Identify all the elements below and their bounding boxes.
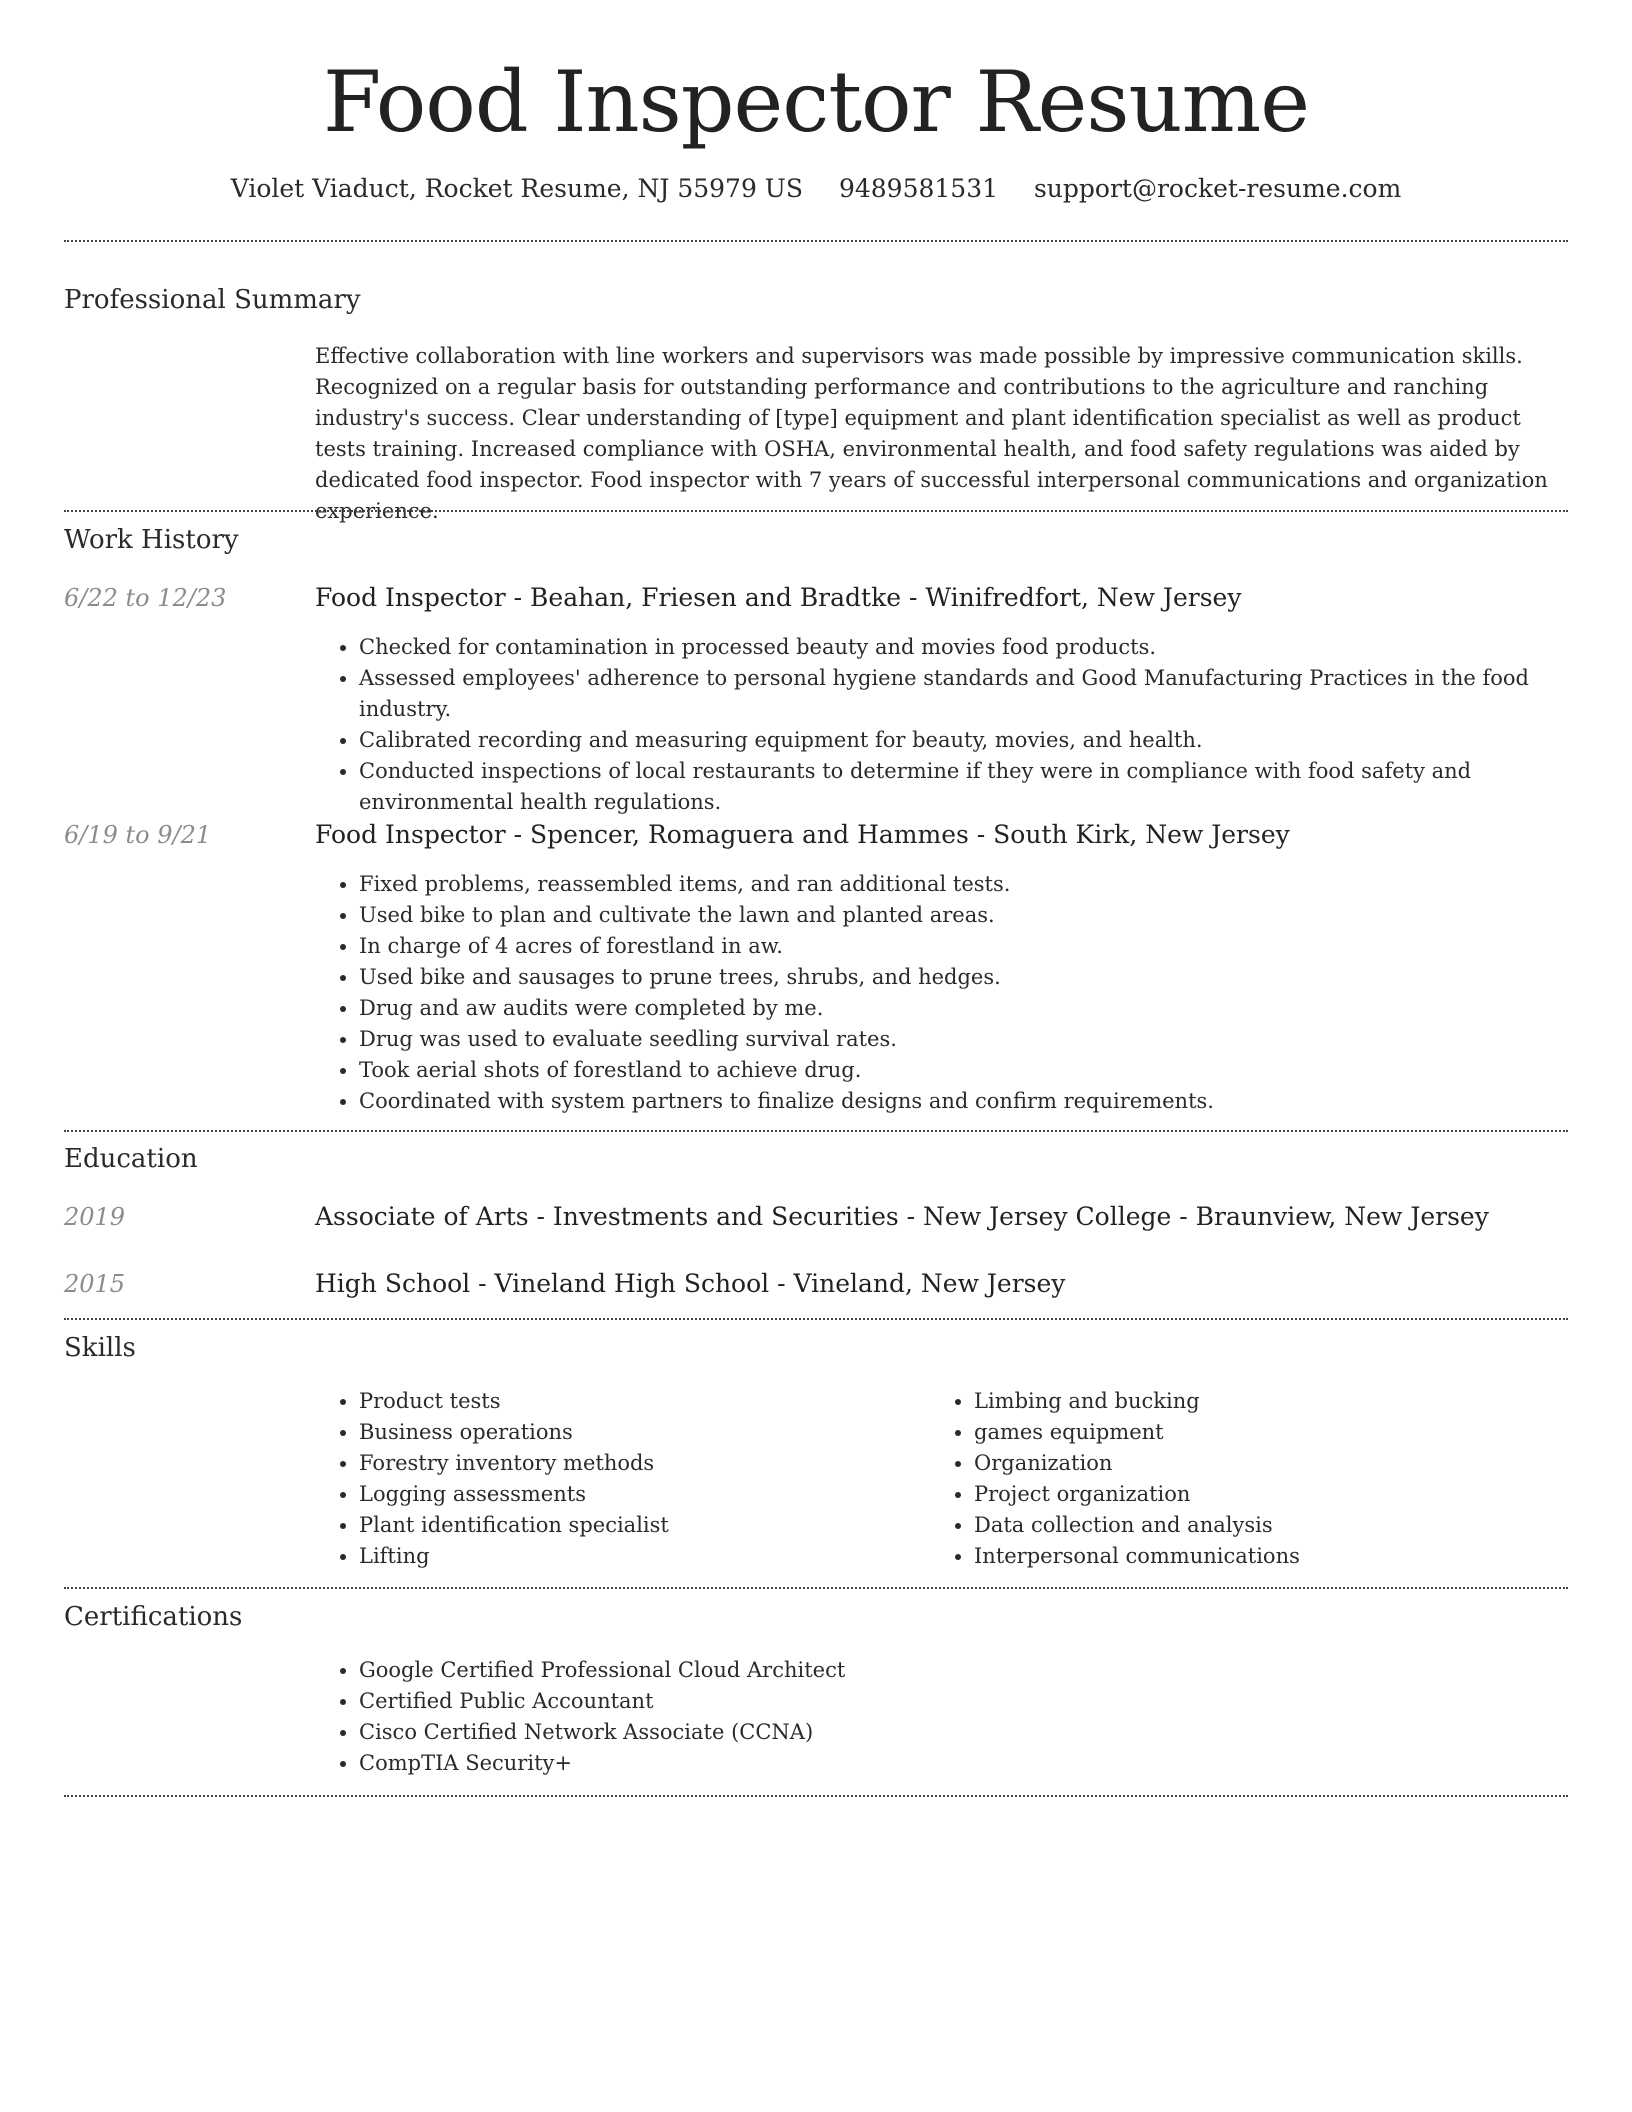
list-item: • Plant identification specialist (359, 1510, 919, 1541)
list-item: • Cisco Certified Network Associate (CCNA) (359, 1717, 1570, 1748)
section-heading-work-history: Work History (64, 525, 239, 555)
list-item: • Forestry inventory methods (359, 1448, 919, 1479)
contact-address: Violet Viaduct, Rocket Resume, NJ 55979 US (230, 174, 803, 203)
list-item: • Google Certified Professional Cloud Architect (359, 1655, 1570, 1686)
list-item: • Assessed employees' adherence to personal hygiene standards and Good Manufacturing Practices in the food industry. (359, 663, 1570, 725)
list-item: • Used bike and sausages to prune trees, shrubs, and hedges. (359, 962, 1570, 993)
skills-list-left (315, 1386, 919, 1572)
list-item: • Project organization (974, 1479, 1574, 1510)
education-year: 2015 (64, 1270, 126, 1298)
education-entry: High School - Vineland High School - Vineland, New Jersey (315, 1269, 1066, 1298)
section-heading-certifications: Certifications (64, 1602, 243, 1632)
skills-list-right (930, 1386, 1574, 1572)
list-item: • Product tests (359, 1386, 919, 1417)
list-item: • In charge of 4 acres of forestland in aw. (359, 931, 1570, 962)
list-item: • Business operations (359, 1417, 919, 1448)
list-item: • Took aerial shots of forestland to achieve drug. (359, 1055, 1570, 1086)
section-heading-summary: Professional Summary (64, 285, 361, 315)
section-heading-skills: Skills (64, 1333, 136, 1363)
divider (64, 1318, 1568, 1320)
job-dates: 6/19 to 9/21 (64, 821, 212, 849)
list-item: • Drug was used to evaluate seedling survival rates. (359, 1024, 1570, 1055)
education-entry: Associate of Arts - Investments and Securities - New Jersey College - Braunview, New Jersey (315, 1202, 1489, 1231)
job-dates: 6/22 to 12/23 (64, 584, 227, 612)
list-item: • Checked for contamination in processed beauty and movies food products. (359, 632, 1570, 663)
list-item: • Conducted inspections of local restaurants to determine if they were in compliance with food safety and environmental health regulations. (359, 756, 1570, 818)
divider (64, 1130, 1568, 1132)
job-title: Food Inspector - Spencer, Romaguera and Hammes - South Kirk, New Jersey (315, 820, 1290, 849)
summary-text: Effective collaboration with line workers and supervisors was made possible by impressive communication skills. Recognized on a regular basis for outstanding performance and contributions to the agriculture and ranching industry's success. Clear understanding of [type] equipment and plant identification specialist as well as product tests training. Increased compliance with OSHA, environmental health, and food safety regulations was aided by dedicated food inspector. Food inspector with 7 years of successful interpersonal communications and organization experience. (315, 344, 1548, 523)
job-bullets (315, 632, 1570, 818)
job-bullets (315, 869, 1570, 1117)
divider (64, 240, 1568, 242)
list-item: • Calibrated recording and measuring equipment for beauty, movies, and health. (359, 725, 1570, 756)
list-item: • Data collection and analysis (974, 1510, 1574, 1541)
list-item: • games equipment (974, 1417, 1574, 1448)
list-item: • Coordinated with system partners to finalize designs and confirm requirements. (359, 1086, 1570, 1117)
contact-line (0, 172, 1632, 206)
list-item: • Logging assessments (359, 1479, 919, 1510)
list-item: • Organization (974, 1448, 1574, 1479)
certifications-list (315, 1655, 1570, 1779)
education-year: 2019 (64, 1203, 126, 1231)
contact-phone: 9489581531 (838, 174, 999, 203)
list-item: • Lifting (359, 1541, 919, 1572)
divider (64, 1795, 1568, 1797)
list-item: • Drug and aw audits were completed by me. (359, 993, 1570, 1024)
list-item: • CompTIA Security+ (359, 1748, 1570, 1779)
list-item: • Certified Public Accountant (359, 1686, 1570, 1717)
page-title: Food Inspector Resume (323, 53, 1309, 151)
list-item: • Limbing and bucking (974, 1386, 1574, 1417)
list-item: • Used bike to plan and cultivate the lawn and planted areas. (359, 900, 1570, 931)
divider (64, 510, 1568, 512)
contact-email: support@rocket-resume.com (1033, 174, 1402, 203)
job-title: Food Inspector - Beahan, Friesen and Bradtke - Winifredfort, New Jersey (315, 583, 1242, 612)
list-item: • Fixed problems, reassembled items, and ran additional tests. (359, 869, 1570, 900)
list-item: • Interpersonal communications (974, 1541, 1574, 1572)
divider (64, 1587, 1568, 1589)
section-heading-education: Education (64, 1144, 198, 1174)
